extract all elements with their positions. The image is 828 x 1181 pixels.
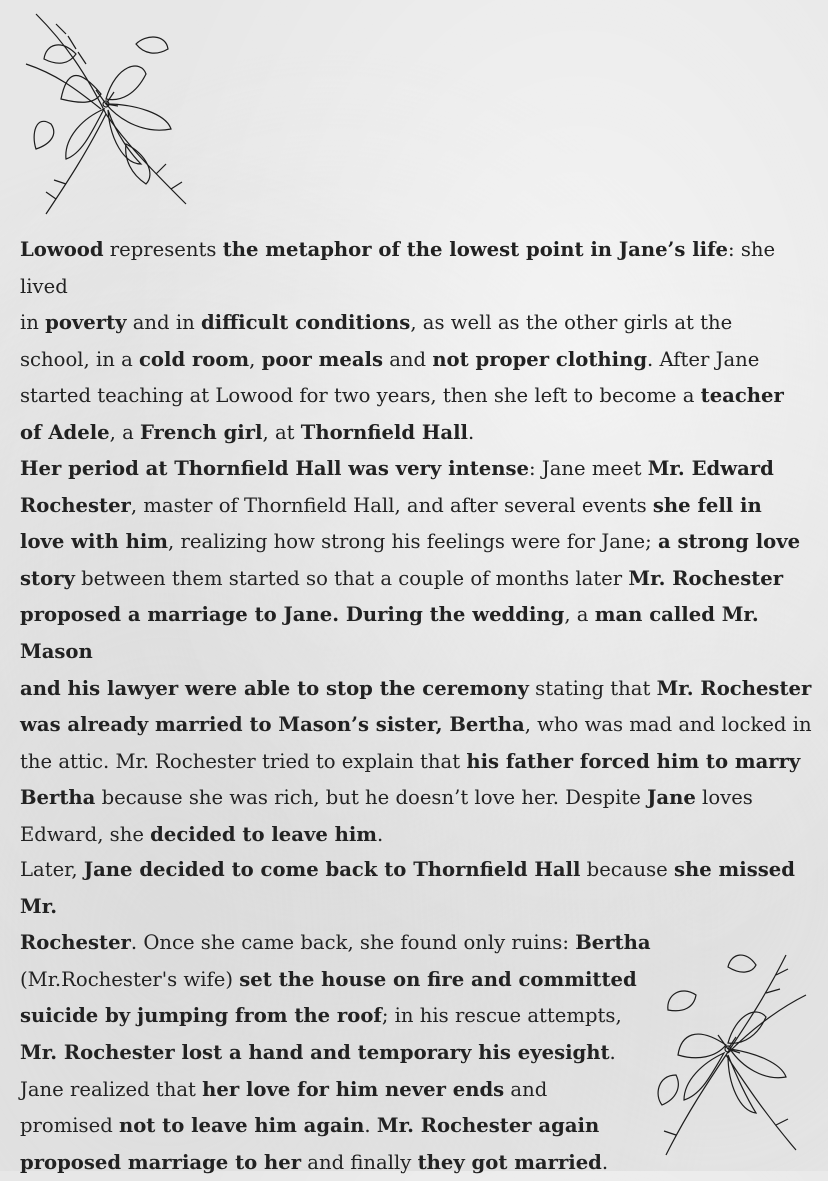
text-line bbox=[20, 962, 820, 999]
text-line bbox=[20, 451, 820, 488]
bold-phrase: her love for him never ends bbox=[202, 1077, 505, 1101]
lily-flower-icon bbox=[6, 4, 202, 222]
bold-phrase: they got married bbox=[417, 1150, 602, 1174]
paragraph-return bbox=[20, 852, 820, 1181]
bold-phrase: story bbox=[20, 566, 75, 590]
text-line bbox=[20, 671, 820, 708]
text-phrase: . bbox=[364, 1114, 377, 1138]
text-phrase: and in bbox=[126, 311, 201, 335]
flower-petals bbox=[34, 37, 171, 184]
text-phrase: ; in his rescue attempts, bbox=[381, 1004, 622, 1028]
bold-phrase: set the house on fire and committed bbox=[239, 967, 637, 991]
flower-stems bbox=[26, 14, 186, 214]
bold-phrase: was already married to Mason’s sister, Bertha bbox=[20, 713, 525, 737]
bold-phrase: Rochester bbox=[20, 493, 131, 517]
text-phrase: : Jane meet bbox=[529, 457, 648, 480]
bold-phrase: not proper clothing bbox=[432, 347, 648, 371]
text-line bbox=[20, 780, 820, 817]
bold-phrase: love with him bbox=[20, 530, 169, 554]
text-phrase: . bbox=[468, 420, 475, 444]
bold-phrase: teacher bbox=[700, 384, 784, 408]
text-phrase: and bbox=[383, 347, 433, 371]
paragraph-thornfield bbox=[20, 451, 820, 854]
text-phrase: , a bbox=[109, 420, 140, 444]
bold-phrase: decided to leave him bbox=[150, 822, 378, 846]
bold-phrase: poverty bbox=[45, 311, 127, 335]
bold-phrase: Rochester bbox=[20, 931, 131, 955]
text-line bbox=[20, 1072, 820, 1109]
text-line bbox=[20, 1108, 820, 1145]
bold-phrase: a strong love bbox=[657, 530, 801, 554]
text-phrase: in bbox=[20, 311, 46, 335]
text-phrase: . bbox=[377, 822, 384, 846]
bold-phrase: his father forced him to marry bbox=[466, 749, 801, 773]
text-phrase: , a bbox=[564, 603, 595, 627]
text-phrase: . After Jane bbox=[647, 347, 760, 371]
text-phrase: the attic. Mr. Rochester tried to explain that bbox=[20, 749, 467, 773]
bold-phrase: and his lawyer were able to stop the ceremony bbox=[20, 676, 529, 700]
text-line bbox=[20, 1035, 820, 1072]
text-phrase: , realizing how strong his feelings were for Jane; bbox=[168, 530, 658, 554]
bold-phrase: Bertha bbox=[575, 931, 651, 955]
bold-phrase: Jane bbox=[647, 786, 696, 810]
bold-phrase: Mr. Rochester bbox=[656, 676, 812, 700]
text-line bbox=[20, 597, 820, 670]
text-phrase: and bbox=[504, 1077, 548, 1101]
text-phrase: : she lived bbox=[20, 238, 776, 298]
paragraph-lowood bbox=[20, 232, 820, 452]
bold-phrase: Lowood bbox=[20, 238, 104, 261]
text-phrase: (Mr.Rochester's wife) bbox=[20, 967, 240, 991]
text-phrase: Edward, she bbox=[20, 822, 151, 846]
text-line bbox=[20, 817, 820, 854]
text-line bbox=[20, 378, 820, 415]
text-line bbox=[20, 925, 820, 962]
bold-phrase: Mr. Edward bbox=[647, 457, 774, 480]
bold-phrase: Thornfield Hall bbox=[300, 420, 468, 444]
text-phrase: Jane realized that bbox=[20, 1077, 203, 1101]
bold-phrase: cold room bbox=[139, 347, 250, 371]
bold-phrase: of Adele bbox=[20, 420, 110, 444]
text-phrase: school, in a bbox=[20, 347, 139, 371]
text-phrase: stating that bbox=[528, 676, 657, 700]
bold-phrase: not to leave him again bbox=[118, 1114, 365, 1138]
bold-phrase: man called Mr. Mason bbox=[20, 603, 759, 663]
text-line bbox=[20, 524, 820, 561]
bold-phrase: she fell in bbox=[652, 493, 762, 517]
bold-phrase: Mr. Rochester lost a hand and temporary his eyesight bbox=[20, 1040, 610, 1064]
bold-phrase: poor meals bbox=[261, 347, 383, 371]
text-line bbox=[20, 415, 820, 452]
text-phrase: . Once she came back, she found only ruins: bbox=[130, 931, 576, 955]
text-phrase: . bbox=[601, 1150, 609, 1174]
text-phrase: , as well as the other girls at the bbox=[410, 311, 733, 335]
text-line bbox=[20, 744, 820, 781]
text-line bbox=[20, 707, 820, 744]
bold-phrase: suicide by jumping from the roof bbox=[20, 1004, 382, 1028]
text-line bbox=[20, 1145, 820, 1181]
text-line bbox=[20, 488, 820, 525]
text-phrase: started teaching at Lowood for two years, then she left to become a bbox=[20, 384, 701, 408]
bold-phrase: Bertha bbox=[20, 786, 96, 810]
bold-phrase: difficult conditions bbox=[200, 311, 411, 335]
text-phrase: represents bbox=[103, 238, 223, 261]
text-phrase: because bbox=[580, 858, 674, 881]
bold-phrase: Mr. Rochester bbox=[628, 566, 784, 590]
bold-phrase: Jane decided to come back to Thornfield Hall bbox=[83, 858, 581, 881]
text-phrase: promised bbox=[20, 1114, 119, 1138]
text-phrase: , master of Thornfield Hall, and after several events bbox=[130, 493, 653, 517]
text-phrase: , who was mad and locked in bbox=[524, 713, 812, 737]
bold-phrase: proposed marriage to her bbox=[20, 1150, 302, 1174]
text-phrase: . bbox=[609, 1040, 616, 1064]
text-phrase: Later, bbox=[20, 858, 84, 881]
bold-phrase: she missed Mr. bbox=[20, 858, 795, 918]
bold-phrase: proposed a marriage to Jane. During the wedding bbox=[20, 603, 565, 627]
bold-phrase: French girl bbox=[139, 420, 263, 444]
text-line bbox=[20, 852, 820, 925]
text-phrase: , at bbox=[262, 420, 301, 444]
text-phrase: loves bbox=[695, 786, 753, 810]
text-phrase: because she was rich, but he doesn’t love her. Despite bbox=[95, 786, 648, 810]
bold-phrase: Mr. Rochester again bbox=[376, 1114, 600, 1138]
text-phrase: and finally bbox=[301, 1150, 418, 1174]
text-line bbox=[20, 342, 820, 379]
text-line bbox=[20, 232, 820, 305]
bold-phrase: the metaphor of the lowest point in Jane’s life bbox=[222, 238, 729, 261]
text-line bbox=[20, 305, 820, 342]
bold-phrase: Her period at Thornfield Hall was very intense bbox=[20, 457, 530, 480]
text-phrase: between them started so that a couple of months later bbox=[74, 566, 629, 590]
text-line bbox=[20, 561, 820, 598]
text-phrase: , bbox=[249, 347, 262, 371]
text-line bbox=[20, 998, 820, 1035]
